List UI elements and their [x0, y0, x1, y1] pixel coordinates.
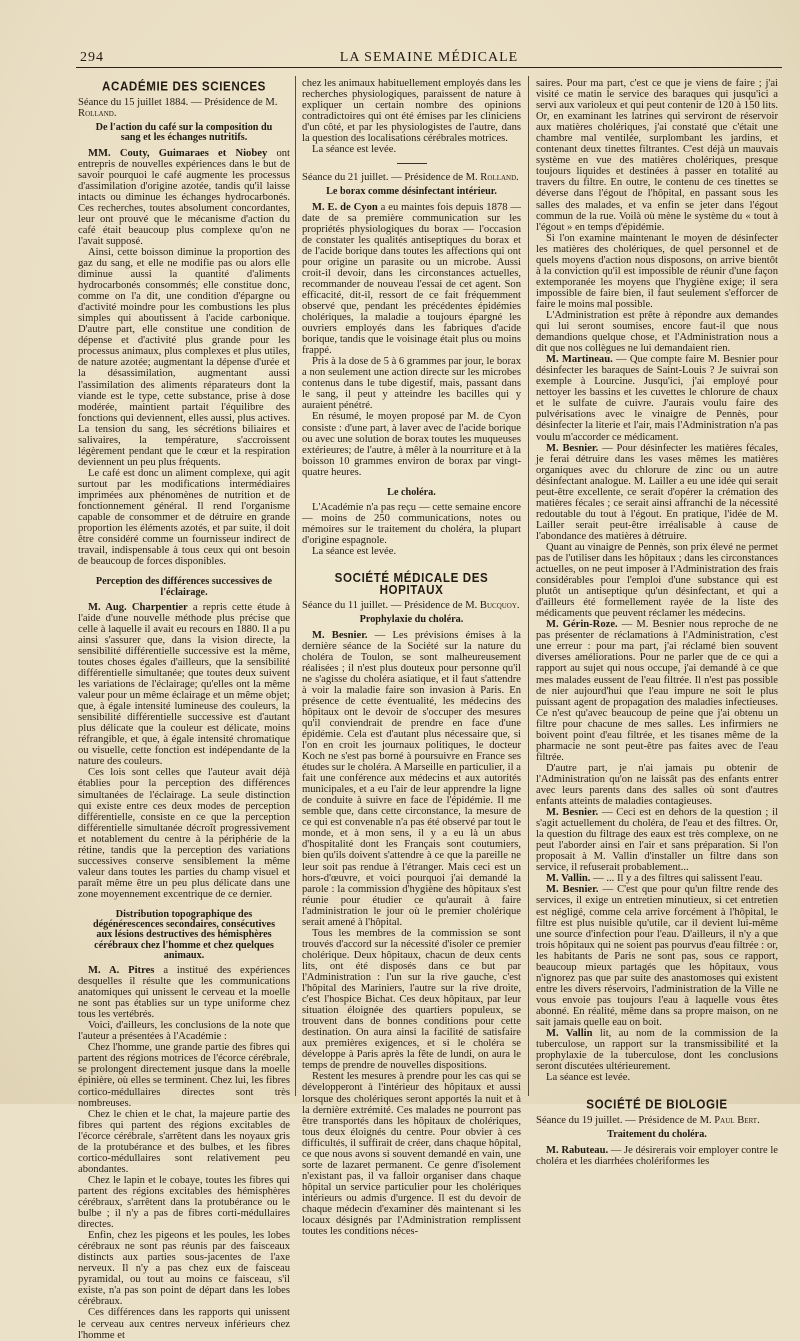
speaker-name: M. Rabuteau.	[546, 1144, 609, 1156]
paragraph: M. E. de Cyon a eu maintes fois depuis 1878 — date de sa première communication sur les propriétés physiologiques du borax — l'occasion de constater les qualités antiseptiques du borax et de l'acide borique dans toutes les affections qui ont pour origine un parasite ou un microbe. Aussi croit-il devoir, dans les circonstances actuelles, recommander de nouveau l'essai de cet agent. Son efficacité, dit-il, ressort de ce fait fréquemment observé que, pendant les précédentes épidémies cholériques, la maladie a toujours épargné les ouvriers employés dans les fabriques d'acide borique, tandis que le voisinage était plus ou moins frappé.	[302, 201, 521, 357]
paragraph: Enfin, chez les pigeons et les poules, les lobes cérébraux ne sont pas réunis par des faisceaux distincts aux parties sous-jacentes de l'axe nerveux. Il n'y a pas chez eux de faisceau pyramidal, ou tout au moins ce faisceau, s'il existe, n'a pas son point de départ dans les lobes cérébraux.	[78, 1230, 290, 1308]
paragraph: Voici, d'ailleurs, les conclusions de la note que l'auteur a présentées à l'Académie :	[78, 1020, 290, 1043]
paragraph: M. Besnier. — Pour désinfecter les matières fécales, je ferai détruire dans les vases mêmes les matières organiques avec du chlorure de zinc ou un autre désinfectant analogue. M. Lailler a eu une idée qui serait peut-être excellente, ce serait d'opérer la crémation des matières fécales ; ce serait ainsi affranchi de la nécessité redoutable du tout à l'égout. En pratique, l'idée de M. Lailler serait peut-être irréalisable à cause de l'abondance des matières à détruire.	[536, 442, 778, 542]
page-number: 294	[80, 50, 104, 65]
speaker-name: M. Aug. Charpentier	[88, 601, 188, 613]
paragraph: M. A. Pitres a institué des expériences desquelles il résulte que les communications anatomiques qui unissent le cerveau et la moelle ne sont pas établies sur un type uniforme chez tous les vertébrés.	[78, 965, 290, 1021]
section-heading-societe-biologie: SOCIÉTÉ DE BIOLOGIE	[586, 1097, 728, 1113]
speaker-name: M. Gérin-Roze.	[546, 619, 618, 631]
column-rule-2	[528, 76, 529, 1096]
paragraph: En résumé, le moyen proposé par M. de Cyon consiste : d'une part, à laver avec de l'acide borique ou avec une solution de borax toutes les muqueuses extérieures; de l'autre, à mêler à la nourriture et à la boisson 10 grammes environ de borax par vingt-quatre heures.	[302, 411, 521, 478]
session-meta: Séance du 21 juillet. — Présidence de M. Rolland.	[302, 172, 519, 184]
paragraph: M. Martineau. — Que compte faire M. Besnier pour désinfecter les baraques de Saint-Louis ? Je suivrai son exemple à Lourcine. Jusqu'ici, j'ai employé pour nettoyer les bassins et les cuvettes le chlorure de chaux et le sulfate de cuivre. J'aurais voulu faire des pulvérisations avec le vinaigre de Pennès, pour désinfecter la literie et l'air, mais l'Administration n'a pas voulu m'accorder ce médicament.	[536, 354, 779, 443]
session-meta: Séance du 15 juillet 1884. — Présidence de M. Rolland.	[78, 97, 278, 120]
paragraph: Restent les mesures à prendre pour les cas qui se développeront à l'intérieur des hôpitaux et aussi lorsque des cholériques seront apportés la nuit et à la dernière extrémité. Ces malades ne pourront pas être transportés dans les hôpitaux de cholériques, tous deux éloignés du centre. Pour obvier à ces difficultés, il suffirait de créer, dans chaque hôpital, ce que nous avons si souvent demandé en vain, une sorte de lazaret permanent. Ce genre d'isolement n'existant pas, il va falloir organiser dans chaque hôpital un service particulier pour les cholériques intérieurs ou admis d'urgence. Il est du devoir de chaque médecin d'examiner dès maintenant si les locaux désignés par l'Administration remplissent toutes les conditions néces-	[302, 1071, 521, 1238]
speaker-name: M. Besnier.	[312, 629, 368, 641]
paragraph: Le café est donc un aliment complexe, qui agit surtout par les modifications intermédiaires imprimées aux phénomènes de nutrition et de fonctionnement général. Il rend l'organisme capable de consommer et de détruire en grande proportion les éléments azotés, et par suite, il doit être considéré comme un fournisseur indirect de travail, indispensable à tous ceux qui ont besoin de beaucoup de forces disponibles.	[78, 467, 290, 568]
speaker-name: M. A. Pitres	[88, 965, 155, 977]
article-heading-borax: Le borax comme désinfectant intérieur.	[326, 186, 497, 198]
paragraph: M. Besnier. — Les prévisions émises à la dernière séance de la Société sur la nature du choléra de Toulon, se sont malheureusement réalisées ; il n'est plus douteux pour personne qu'il ne s'agisse du choléra asiatique, et il faut s'attendre à voir la maladie faire son invasion à Paris. En présence de cette éventualité, les médecins des hôpitaux ont le devoir de s'occuper des mesures qu'il conviendrait de prendre en face d'une épidémie. Cela est d'autant plus nécessaire que, si l'on en croit les journaux politiques, le docteur Koch ne s'est pas borné à poursuivre en France ses études sur le choléra. A Marseille en particulier, il a fait une conférence aux médecins et aux autorités municipales, et a eu l'air de leur apprendre la ligne de conduite à suivre en face de l'épidémie. Il me semble que, dans cette circonstance, la mesure de ce qui est convenable n'a pas été observé par tout le monde, et à mon sens, il y a eu là un abus d'hospitalité dont les Français sont coutumiers, bien qu'ils doivent s'attendre à ce que la pareille ne leur soit pas rendue à l'étranger. Mais ceci est un hors-d'œuvre, et voici pourquoi j'ai demandé la parole : la commission d'hygiène des hôpitaux s'est réunie pour étudier ce qu'aurait à faire l'administration le jour où le premier cholérique serait amené à l'hôpital.	[302, 629, 521, 928]
paragraph: M. Vallin. — ... Il y a des filtres qui salissent l'eau.	[546, 873, 763, 885]
paragraph: MM. Couty, Guimaraes et Niobey ont entrepris de nouvelles expériences dans le but de savoir pourquoi le café augmente les processus d'assimilation d'origine azotée, tandis qu'il laisse intacts ou diminue les échanges hydrocarbonés. Ces recherches, toutes absolument concordantes, leur ont prouvé que le mécanisme d'action du café était beaucoup plus complexe qu'on ne l'avait supposé.	[78, 147, 290, 247]
paragraph: Ces lois sont celles que l'auteur avait déjà établies pour la perception des différences simultanées de l'éclairage. La seule distinction qui existe entre ces deux modes de perception différentielle, consiste en ce que la perception différentielle simultanée décroît progressivement et notablement du centre à la périphérie de la rétine, tandis que la perception des variations successives conserve sensiblement la même valeur dans toutes les parties du champ visuel et paraît même être un peu plus délicate dans une zone moyennement excentrique de ce dernier.	[78, 767, 290, 900]
paragraph: Chez l'homme, une grande partie des fibres qui partent des régions motrices de l'écorce cérébrale, se prolongent directement jusque dans la moelle épinière, où elles se terminent. Chez lui, les fibres cortico-médullaires directes sont très nombreuses.	[78, 1042, 290, 1109]
paragraph: M. Rabuteau. — Je désirerais voir employer contre le choléra et les diarrhées cholériformes les	[536, 1144, 779, 1167]
paragraph: chez les animaux habituellement employés dans les recherches physiologiques, paraissent de nature à expliquer un certain nombre des opinions contradictoires qui ont été émises par les cliniciens d'un côté, et par les physiologistes de l'autre, dans la question des localisations cérébrales motrices.	[302, 78, 521, 145]
speaker-name: M. Vallin	[546, 1028, 593, 1040]
column-2	[302, 78, 521, 1238]
article-heading-eclairage: Perception des différences successives de l'éclairage.	[95, 576, 273, 598]
speaker-name: M. E. de Cyon	[312, 201, 378, 213]
column-rule-1	[295, 76, 296, 1096]
paragraph: saires. Pour ma part, c'est ce que je viens de faire ; j'ai visité ce matin le service des baraques qui jusqu'ici a servi aux varioleux et qui peut contenir de 120 à 150 lits. Or, en examinant les latrines qui serviront de réservoir aux matières cholériques, j'ai constaté que c'était une chambre mal ventilée, surplombant les jardins, et contenant deux tinettes filtrantes. C'est déjà un mauvais système en vue des matières cholériques, presque toujours liquides et destinées à passer en totalité au travers du filtre. En outre, le contenu de ces tinettes se déverse dans l'égout de l'hôpital, en passant sous les salles des malades, et va enfin se jeter dans l'égout commun de la rue. Voilà où mène le système du « tout à l'égout » en temps d'épidémie.	[536, 78, 778, 233]
paragraph: M. Besnier. — Ceci est en dehors de la question ; il s'agit actuellement du choléra, de l'eau et des filtres. Or, la question du filtrage des eaux est très complexe, on ne peut l'aborder ainsi en l'air et sans préparation. Si l'on proposait à M. Vallin d'installer un filtre dans son service, il refuserait probablement...	[536, 807, 779, 874]
article-heading-degenerescences: Distribution topographique des dégénérescences secondaires, consécutives aux lésions destructives des hémisphères cérébraux chez l'homme et chez quelques animaux.	[92, 909, 276, 961]
paragraph: L'Administration est prête à répondre aux demandes qui lui seront soumises, encore faut-il que nous demandions quelque chose, et l'Administration nous a dit que nos collègues ne lui demandaient rien.	[536, 309, 778, 355]
paragraph: M. Gérin-Roze. — M. Besnier nous reproche de ne pas présenter de réclamations à l'Administration, c'est une erreur : pour ma part, j'ai réclamé bien souvent diverses améliorations. Pour ne parler que de ce qui a rapport au sujet qui nous occupe, j'ai demandé à ce que mes malades eussent de l'eau filtrée. Il n'est pas possible de nier aujourd'hui que l'eau impure ne soit le plus puissant agent de propagation des maladies infectieuses. Ce n'est qu'avec beaucoup de peine que j'ai obtenu un filtre pour chacune de mes salles. Les infirmiers ne boivent point d'eau filtrée, et les tisanes même de la pharmacie ne sont peut-être pas faites avec de l'eau filtrée.	[536, 619, 778, 763]
section-divider	[397, 163, 427, 164]
speaker-name: M. Vallin.	[546, 873, 591, 885]
session-meta: Séance du 11 juillet. — Présidence de M. Bucquoy.	[302, 600, 520, 612]
paragraph: D'autre part, je n'ai jamais pu obtenir de l'Administration qu'on ne laissât pas des enfants entrer avec leurs parents dans des salles où sont d'autres enfants atteints de maladies contagieuses.	[536, 762, 778, 808]
speaker-name: M. Besnier.	[546, 884, 599, 896]
paragraph: M. Vallin lit, au nom de la commission de la tuberculose, un rapport sur la transmissibilité et la prophylaxie de la tuberculose, dont les conclusions seront discutées ultérieurement.	[536, 1028, 778, 1073]
session-meta: Séance du 19 juillet. — Présidence de M. Paul Bert.	[536, 1115, 760, 1127]
session-closing: La séance est levée.	[546, 1072, 631, 1084]
header-rule	[76, 67, 782, 68]
column-3	[536, 78, 779, 1167]
article-heading-cafe: De l'action du café sur la composition du sang et les échanges nutritifs.	[95, 122, 273, 144]
column-1	[78, 78, 290, 1341]
paragraph: Chez le chien et le chat, la majeure partie des fibres qui partent des régions excitables de l'écorce cérébrale, s'arrêtent dans les noyaux gris de la protubérance et des bulbes, et les fibres cortico-médullaires sont relativement peu abondantes.	[78, 1108, 290, 1175]
paragraph: L'Académie n'a pas reçu — cette semaine encore — moins de 250 communications, notes ou mémoires sur le traitement du choléra, la plupart d'origine espagnole.	[302, 501, 521, 547]
article-heading-cholera: Le choléra.	[387, 486, 436, 498]
speaker-name: MM. Couty, Guimaraes et Niobey	[88, 147, 268, 159]
speaker-name: M. Besnier.	[546, 807, 599, 819]
paragraph: Ces différences dans les rapports qui unissent le cerveau aux centres nerveux inférieurs chez l'homme et	[78, 1307, 290, 1341]
running-header	[76, 50, 782, 68]
paragraph: Si l'on examine maintenant le moyen de désinfecter les matières des cholériques, de quel personnel et de quels moyens d'action nous disposons, on arrive bientôt à la conviction qu'il est impossible de réunir d'une façon extemporanée les moyens que l'hygiène exige; il sera impossible de faire bien, il faut seulement s'efforcer de faire le moins mal possible.	[536, 232, 778, 310]
article-heading-prophylaxie: Prophylaxie du choléra.	[359, 614, 464, 626]
speaker-name: M. Martineau.	[546, 354, 613, 366]
paragraph: Ainsi, cette boisson diminue la proportion des gaz du sang, et elle ne modifie pas ou alors elle diminue aussi la quantité d'aliments hydrocarbonés consommés; elle constitue donc, comme on l'a dit, une condition d'épargne ou d'activité moindre pour les combustions les plus simples qui aboutissent à l'acide carbonique. D'autre part, elle constitue une condition de dépense et d'activité plus grande pour les processus animaux, plus complexes et plus utiles, de nature azotée; augmentant la dépense d'urée et la désassimilation, augmentant aussi l'assimilation des aliments réparateurs dont la viande est le type, cette substance, prise à dose modérée, maintient partait l'équilibre des fonctions qui deviennent, elles aussi, plus actives. La tension du sang, les sécrétions biliaires et salivaires, la température, s'accroissent légèrement pendant que le cœur et la respiration deviennent un peu plus fréquents.	[78, 246, 290, 468]
paragraph: Chez le lapin et le cobaye, toutes les fibres qui partent des régions excitables des hémisphères cérébraux, s'arrêtent dans la protubérance ou le bulbe ; il n'y a pas de fibres corti-médullaires directes.	[78, 1174, 290, 1231]
paragraph: Pris à la dose de 5 à 6 grammes par jour, le borax a non seulement une action directe sur les microbes contenus dans le tube digestif, mais, passant dans le sang, il peut y atteindre les bacilles qui y auraient pénétré.	[302, 356, 521, 412]
session-closing: La séance est levée.	[312, 546, 397, 558]
section-heading-societe-medicale: SOCIÉTÉ MÉDICALE DES HOPITAUX	[334, 570, 489, 598]
paragraph: M. Aug. Charpentier a repris cette étude à l'aide d'une nouvelle méthode plus précise que celle à laquelle il avait eu recours en 1880. Il a pu ainsi s'assurer que, dans la vision directe, la sensibilité différentielle successive est la même, toutes choses égales d'ailleurs, que la sensibilité différentielle simultanée; que toutes deux suivent les variations de l'éclairage; qu'elles ont la même valeur pour un même éclairage et un même objet; que, à égale intensité lumineuse des couleurs, la sensibilité différentielle successive est d'autant plus délicate que la couleur est délicate, moins réfrangible, et que, à égale intensité chromatique ou visuelle, cette fonction est indépendante de la nature des couleurs.	[78, 601, 290, 768]
paragraph: Tous les membres de la commission se sont trouvés d'accord sur la nécessité d'isoler ce premier cholérique. Deux hôpitaux, chacun de deux cents lits, ont été disposés dans ce but par l'Administration : l'un sur la rive gauche, c'est l'hôpital des Mariniers, l'autre sur la rive droite, c'est l'hospice Bichat. Ces deux hôpitaux, par leur situation éloignée des quartiers populeux, se trouvent dans de bonnes conditions pour cette destination. On aura ainsi la facilité de satisfaire aux premières exigences, et si le choléra se développe à Paris après la fête de lundi, on aura le temps de prendre de nouvelles dispositions.	[302, 927, 521, 1072]
article-heading-traitement-cholera: Traitement du choléra.	[607, 1129, 707, 1141]
paragraph: Quant au vinaigre de Pennès, son prix élevé ne permet pas de l'utiliser dans les hôpitaux ; dans les circonstances actuelles, on ne peut imposer à l'Administration des frais considérables pour l'emploi d'une substance qui est plutôt un antiseptique qu'un désinfectant, et qui a d'ailleurs été formellement rayée de la liste des médicaments que peuvent réclamer les médecins.	[536, 541, 778, 620]
journal-title: LA SEMAINE MÉDICALE	[339, 50, 519, 65]
speaker-name: M. Besnier.	[546, 442, 599, 454]
section-heading-academie-sciences: ACADÉMIE DES SCIENCES	[102, 79, 266, 94]
paragraph: M. Besnier. — C'est que pour qu'un filtre rende des services, il exige un entretien minutieux, si cet entretien est négligé, comme cela arrive forcément à l'hôpital, le filtre est plus nuisible qu'utile, car il devient lui-même une source d'infection pour l'eau. D'ailleurs, il n'y a que trois hôpitaux qui ne soient pas pourvus d'eau filtrée : or, les habitants de Paris ne sont pas, sous ce rapport, beaucoup mieux partagés que les hôpitaux, vous n'ignorez pas que par suite des anastomoses qui existent entre les divers réservoirs, l'administration de la Ville ne vous envoie pas toujours l'eau à laquelle vous êtes abonné. En réalité, même dans sa propre maison, on ne sait jamais quelle eau on boit.	[536, 884, 778, 1028]
session-closing: La séance est levée.	[312, 144, 397, 156]
